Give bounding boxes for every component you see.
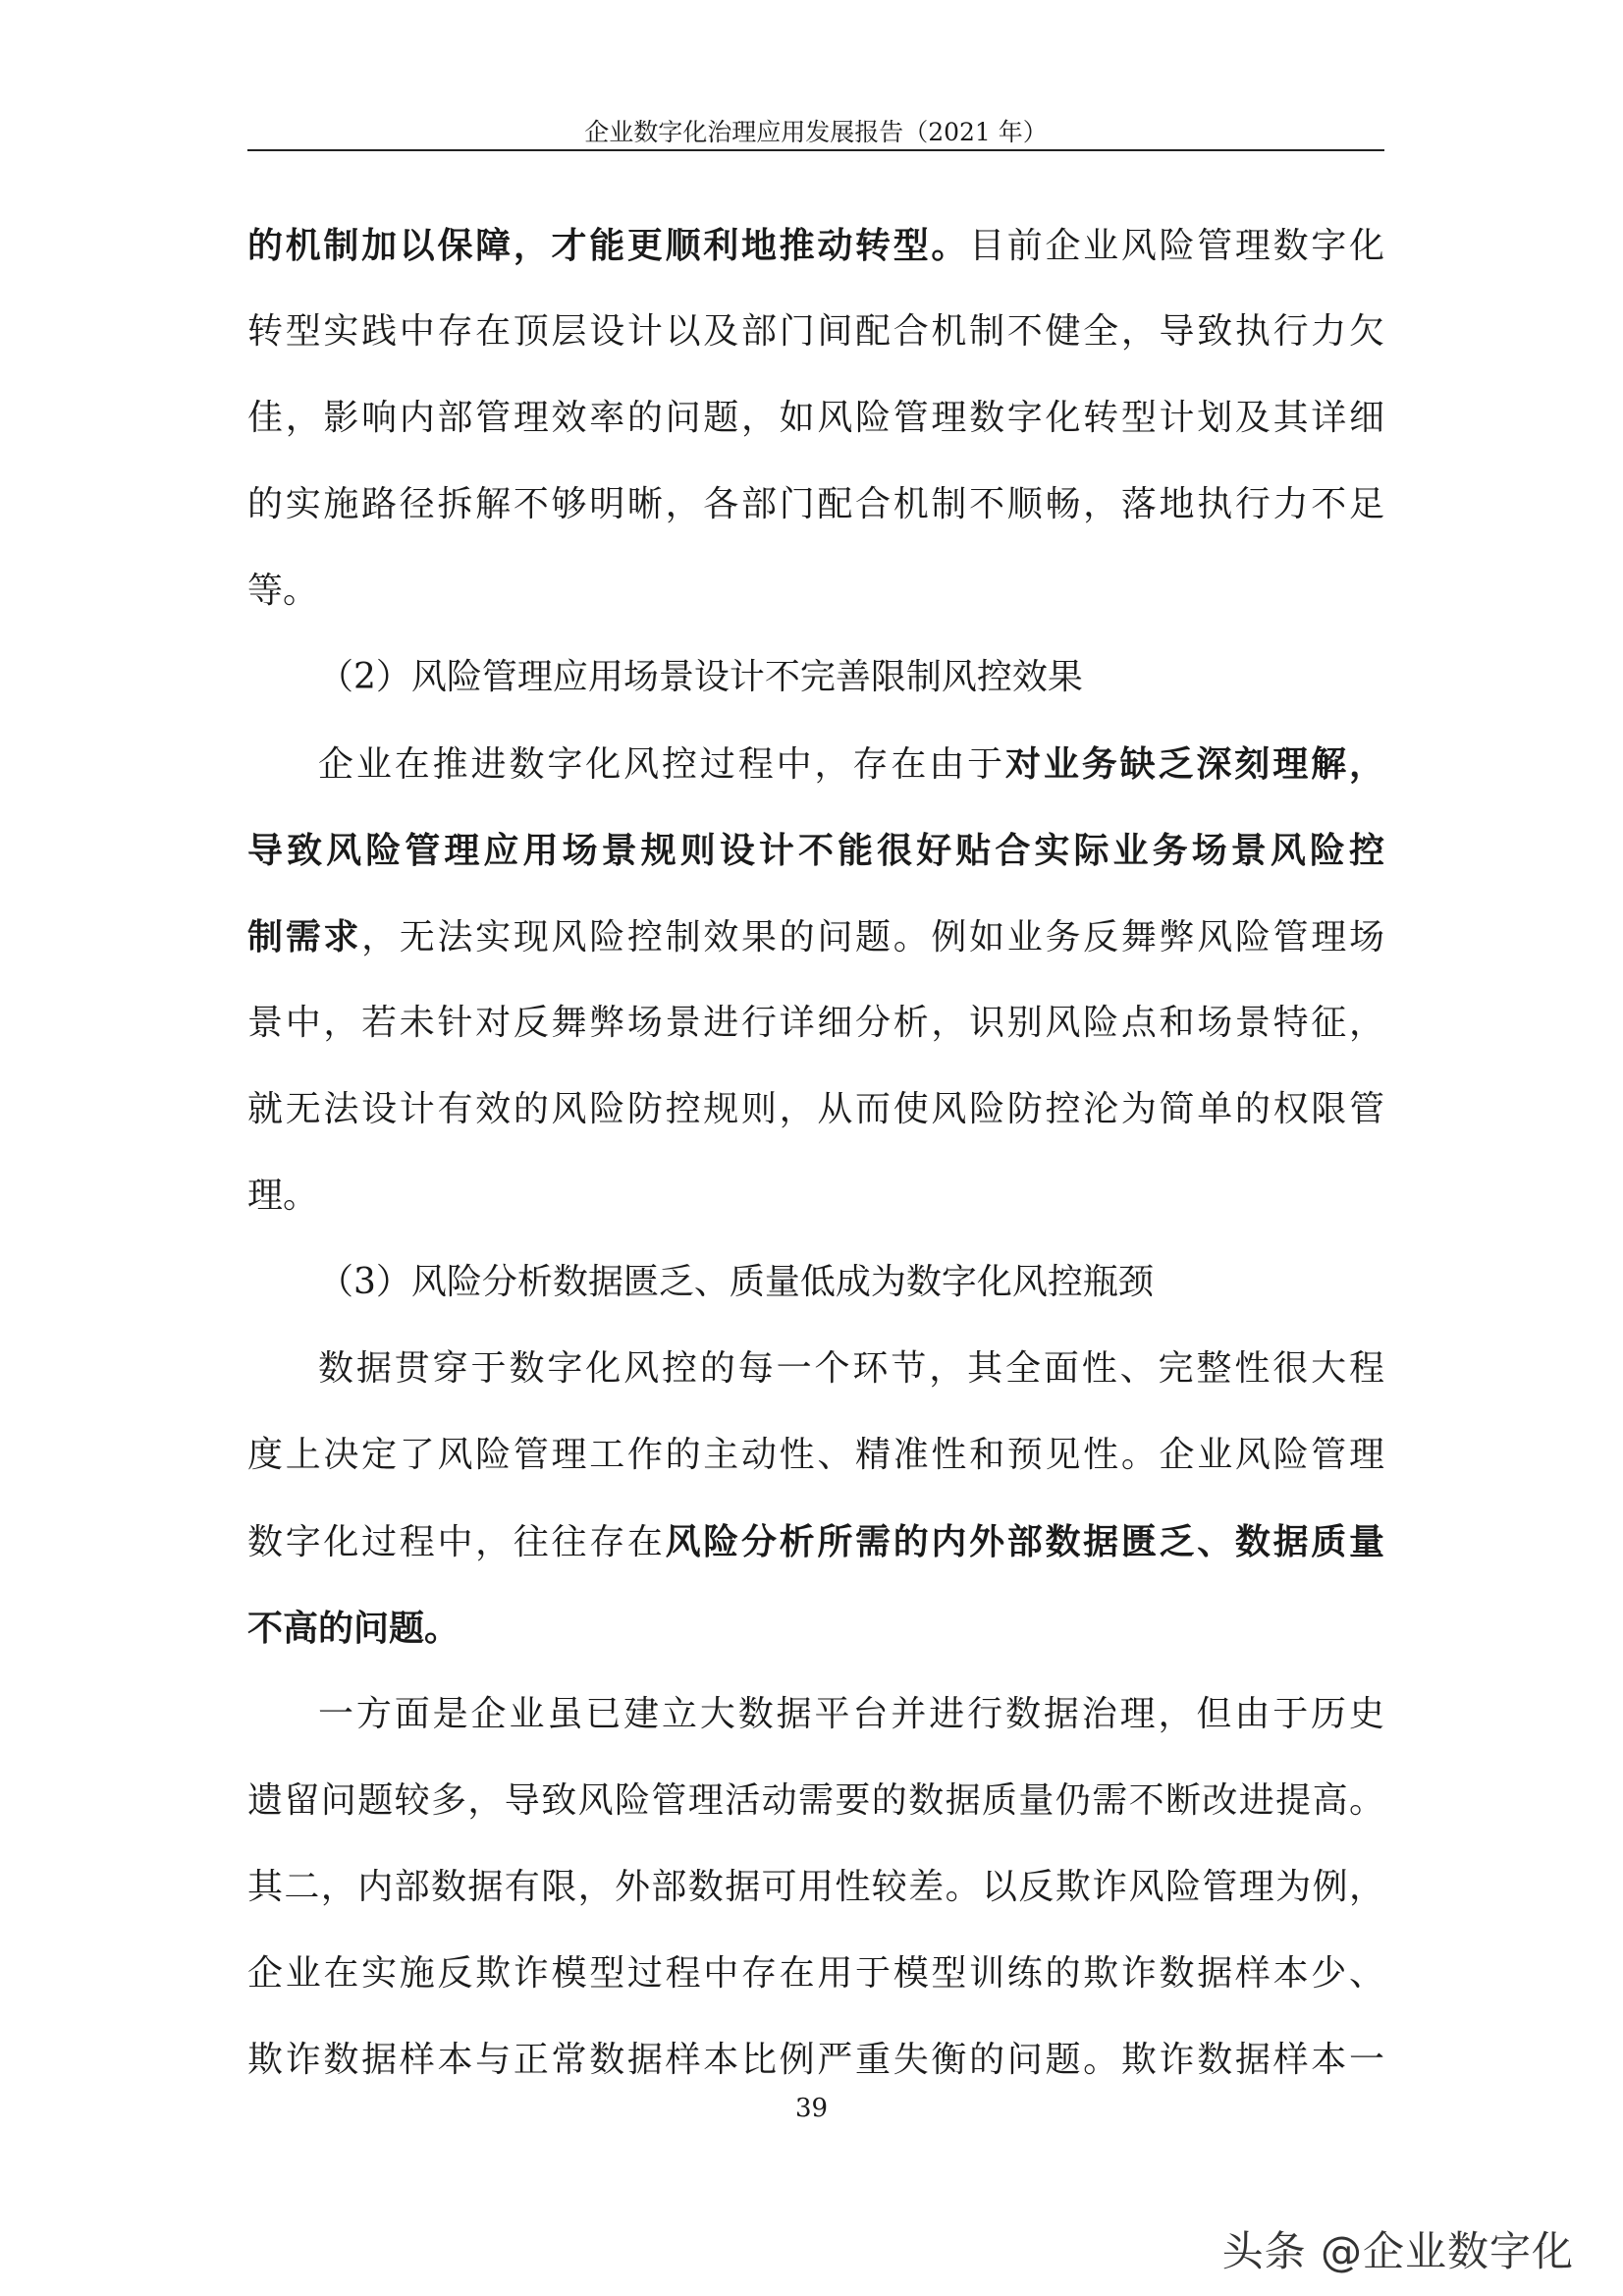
page-number: 39 (794, 2094, 829, 2123)
body-line: 其二，内部数据有限，外部数据可用性较差。以反欺诈风险管理为例， (247, 1867, 1384, 1907)
body-line: 景中，若未针对反舞弊场景进行详细分析，识别风险点和场景特征， (247, 1003, 1384, 1043)
line-text: 数字化过程中，往往存在 (247, 1522, 666, 1562)
body-line: 遗留问题较多，导致风险管理活动需要的数据质量仍需不断改进提高。 (247, 1780, 1384, 1821)
section-heading: （3）风险分析数据匮乏、质量低成为数字化风控瓶颈 (318, 1262, 1154, 1302)
bold-phrase: 制需求 (247, 916, 362, 957)
page-body (247, 202, 1384, 2104)
bold-phrase: 风险分析所需的内外部数据匮乏、数据质量 (665, 1521, 1384, 1562)
bold-phrase: 的机制加以保障，才能更顺利地推动转型。 (247, 225, 970, 266)
body-line: 一方面是企业虽已建立大数据平台并进行数据治理，但由于历史 (318, 1694, 1384, 1734)
body-line: 企业在实施反欺诈模型过程中存在用于模型训练的欺诈数据样本少、 (247, 1953, 1384, 1994)
body-line: 理。 (247, 1175, 319, 1216)
body-line: 佳，影响内部管理效率的问题，如风险管理数字化转型计划及其详细 (247, 398, 1384, 438)
body-line (247, 807, 1384, 894)
running-header: 企业数字化治理应用发展报告（2021 年） (584, 118, 1048, 146)
bold-phrase: 不高的问题。 (247, 1608, 460, 1649)
line-text: 目前企业风险管理数字化 (969, 226, 1384, 266)
body-line: 就无法设计有效的风险防控规则，从而使风险防控沦为简单的权限管 (247, 1089, 1384, 1129)
line-text: 企业在推进数字化风控过程中，存在由于 (318, 744, 1005, 785)
body-line (247, 1585, 1384, 1671)
watermark: 头条 @企业数字化 (1221, 2227, 1574, 2275)
body-line: 转型实践中存在顶层设计以及部门间配合机制不健全，导致执行力欠 (247, 311, 1384, 352)
body-line: 的实施路径拆解不够明晰，各部门配合机制不顺畅，落地执行力不足 (247, 484, 1384, 524)
body-line (247, 721, 1384, 807)
body-line: 度上决定了风险管理工作的主动性、精准性和预见性。企业风险管理 (247, 1435, 1384, 1475)
bold-phrase: 对业务缺乏深刻理解， (1004, 743, 1384, 785)
body-line: 数据贯穿于数字化风控的每一个环节，其全面性、完整性很大程 (318, 1348, 1384, 1389)
body-line (247, 202, 1384, 289)
body-line: 欺诈数据样本与正常数据样本比例严重失衡的问题。欺诈数据样本一 (247, 2040, 1384, 2080)
header-rule (247, 149, 1384, 151)
body-line: 等。 (247, 571, 319, 611)
bold-phrase: 导致风险管理应用场景规则设计不能很好贴合实际业务场景风险控 (247, 830, 1384, 871)
section-heading: （2）风险管理应用场景设计不完善限制风控效果 (318, 657, 1083, 697)
body-line (247, 894, 1384, 980)
line-text: ，无法实现风险控制效果的问题。例如业务反舞弊风险管理场 (361, 917, 1384, 957)
body-line (247, 1499, 1384, 1585)
